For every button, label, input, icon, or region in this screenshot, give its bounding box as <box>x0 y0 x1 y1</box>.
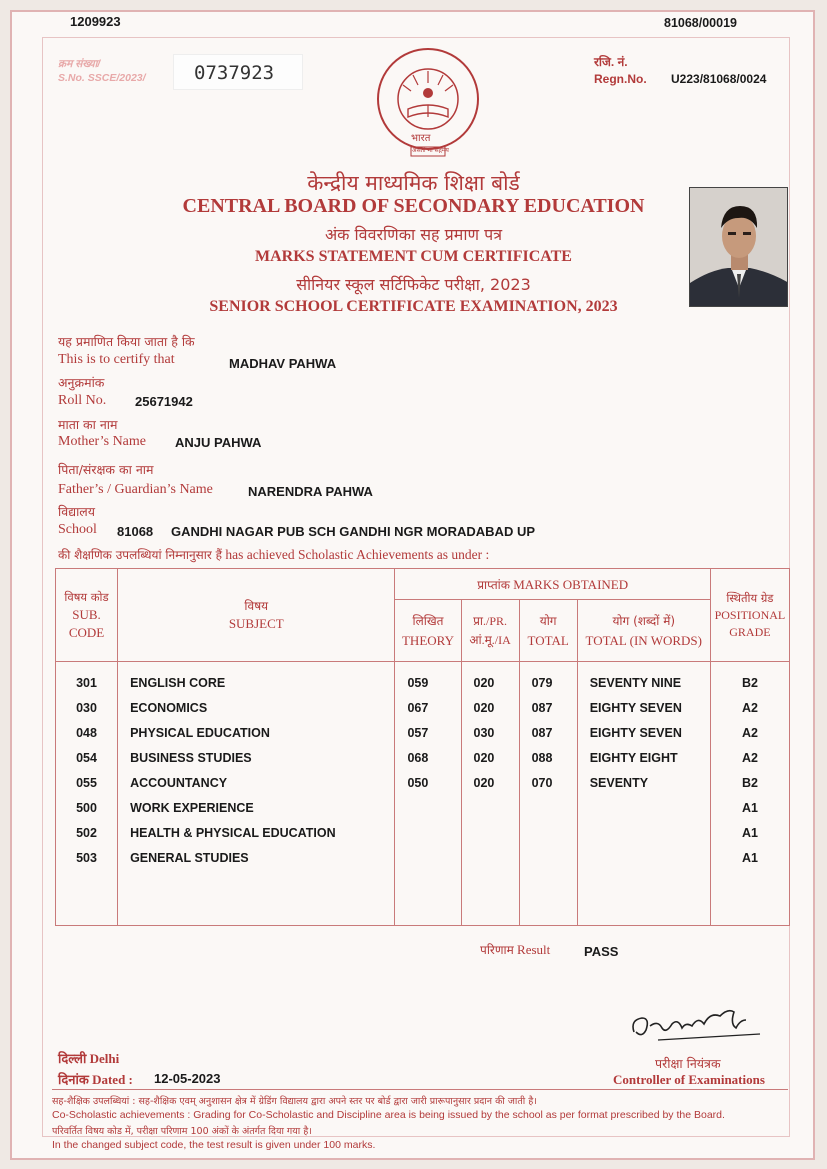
row-grade: A2 <box>710 695 789 720</box>
regn-label <box>594 54 647 88</box>
school-code: 81068 <box>117 524 154 539</box>
roll-number: 25671942 <box>135 394 193 409</box>
row-practical <box>461 845 519 870</box>
header-marks-hi: प्राप्तांक <box>477 577 510 592</box>
emblem-bharat: भारत <box>411 133 431 144</box>
row-practical: 020 <box>461 662 519 696</box>
father-label-en: Father’s / Guardian’s Name <box>58 482 213 497</box>
achieved-hi: की शैक्षणिक उपलब्धियां निम्नानुसार हैं <box>58 548 222 562</box>
row-total <box>519 795 577 820</box>
student-photo-image <box>690 188 788 307</box>
exam-title-hindi: सीनियर स्कूल सर्टिफिकेट परीक्षा, 2023 <box>296 275 531 294</box>
row-subject: ENGLISH CORE <box>118 662 395 696</box>
row-subject: BUSINESS STUDIES <box>118 745 395 770</box>
row-subject: ECONOMICS <box>118 695 395 720</box>
footer-divider <box>52 1089 788 1090</box>
row-grade: B2 <box>710 662 789 696</box>
cbse-emblem <box>373 47 483 157</box>
table-row <box>56 745 790 770</box>
row-theory <box>395 795 461 820</box>
regn-label-hi: रजि. नं. <box>594 55 628 69</box>
row-theory: 059 <box>395 662 461 696</box>
row-code: 301 <box>56 662 118 696</box>
row-grade: A1 <box>710 820 789 845</box>
header-theory-en: THEORY <box>401 632 454 648</box>
result-label-hi: परिणाम <box>480 943 514 957</box>
row-grade: A2 <box>710 720 789 745</box>
row-code: 055 <box>56 770 118 795</box>
row-theory <box>395 820 461 845</box>
row-practical: 030 <box>461 720 519 745</box>
row-total: 088 <box>519 745 577 770</box>
table-header-row-1 <box>56 569 790 600</box>
row-total <box>519 845 577 870</box>
header-grade-hi: स्थितीय ग्रेड <box>726 590 774 605</box>
row-theory: 057 <box>395 720 461 745</box>
school-label-en: School <box>58 522 97 537</box>
regn-number: U223/81068/0024 <box>671 72 767 86</box>
header-grade-en1: POSITIONAL <box>714 607 786 622</box>
row-code: 054 <box>56 745 118 770</box>
row-total: 087 <box>519 720 577 745</box>
header-total-hi: योग <box>539 613 557 628</box>
row-subject: ACCOUNTANCY <box>118 770 395 795</box>
header-sub-code <box>56 569 118 662</box>
certificate-title-hindi: अंक विवरणिका सह प्रमाण पत्र <box>324 225 503 244</box>
row-theory <box>395 845 461 870</box>
row-subject: WORK EXPERIENCE <box>118 795 395 820</box>
school-label-hi: विद्यालय <box>58 504 96 519</box>
header-total-words <box>577 600 710 662</box>
board-title-hindi: केन्द्रीय माध्यमिक शिक्षा बोर्ड <box>307 171 520 195</box>
row-total-words: EIGHTY SEVEN <box>577 695 710 720</box>
header-theory-hi: लिखित <box>412 613 444 628</box>
row-subject: HEALTH & PHYSICAL EDUCATION <box>118 820 395 845</box>
row-total: 070 <box>519 770 577 795</box>
footnote-line-3: परिवर्तित विषय कोड में, परीक्षा परिणाम 100 अंकों के अंतर्गत दिया गया है। <box>52 1126 312 1137</box>
certify-label-hi: यह प्रमाणित किया जाता है कि <box>58 334 195 349</box>
row-total-words <box>577 795 710 820</box>
header-words-en: TOTAL (IN WORDS) <box>585 632 702 648</box>
row-grade: A1 <box>710 845 789 870</box>
row-practical <box>461 795 519 820</box>
serial-label-hi: क्रम संख्या/ <box>58 58 101 70</box>
top-right-number: 81068/00019 <box>664 16 737 30</box>
certificate-title-english: MARKS STATEMENT CUM CERTIFICATE <box>255 248 572 265</box>
row-total-words <box>577 845 710 870</box>
controller-title-hi: परीक्षा नियंत्रक <box>655 1056 721 1071</box>
header-code-en2: CODE <box>68 625 105 640</box>
row-total-words: SEVENTY NINE <box>577 662 710 696</box>
marks-table <box>55 568 790 926</box>
row-code: 048 <box>56 720 118 745</box>
row-total: 079 <box>519 662 577 696</box>
serial-number: 0737923 <box>173 54 303 90</box>
emblem-motto: असतो मा सद्गमय <box>412 147 449 154</box>
board-title-english: CENTRAL BOARD OF SECONDARY EDUCATION <box>182 195 645 217</box>
row-total-words <box>577 820 710 845</box>
row-total-words: SEVENTY <box>577 770 710 795</box>
table-filler-row <box>56 870 790 926</box>
father-name: NARENDRA PAHWA <box>248 484 373 499</box>
row-total-words: EIGHTY EIGHT <box>577 745 710 770</box>
table-row <box>56 720 790 745</box>
father-label-hi: पिता/संरक्षक का नाम <box>58 462 154 477</box>
row-practical: 020 <box>461 745 519 770</box>
certify-label-en: This is to certify that <box>58 352 175 367</box>
header-practical <box>461 600 519 662</box>
roll-label-hi: अनुक्रमांक <box>58 375 105 390</box>
result-label <box>480 941 550 958</box>
mother-label-en: Mother’s Name <box>58 434 146 449</box>
marks-table-body <box>56 662 790 871</box>
mother-label-hi: माता का नाम <box>58 417 118 432</box>
row-total: 087 <box>519 695 577 720</box>
header-pr-hi: प्रा./PR. <box>473 613 508 628</box>
result-value: PASS <box>584 944 619 959</box>
header-code-hi: विषय कोड <box>64 590 109 604</box>
header-subject-hi: विषय <box>244 599 269 613</box>
header-marks-en: MARKS OBTAINED <box>513 576 629 592</box>
serial-label <box>58 57 146 85</box>
row-practical <box>461 820 519 845</box>
top-left-number: 1209923 <box>70 14 121 29</box>
row-grade: A1 <box>710 795 789 820</box>
table-row <box>56 662 790 696</box>
table-row <box>56 845 790 870</box>
regn-label-en: Regn.No. <box>594 72 647 86</box>
footnote-line-1: सह-शैक्षिक उपलब्धियां : सह-शैक्षिक एवम् अनुशासन क्षेत्र में ग्रेडिंग विद्यालय द्वारा अपने स्तर पर बोर्ड द्वारा जारी प्रारूपानुसार प्रदान की जाती है। <box>52 1096 537 1107</box>
row-code: 502 <box>56 820 118 845</box>
row-theory: 050 <box>395 770 461 795</box>
header-grade <box>710 569 789 662</box>
table-row <box>56 770 790 795</box>
table-row <box>56 795 790 820</box>
roll-label-en: Roll No. <box>58 393 107 408</box>
result-label-en: Result <box>517 942 551 957</box>
header-total-en: TOTAL <box>527 632 569 648</box>
header-subject <box>118 569 395 662</box>
header-subject-en: SUBJECT <box>228 616 284 631</box>
header-marks-obtained <box>395 569 710 600</box>
footnote-line-2: Co-Scholastic achievements : Grading for Co-Scholastic and Discipline area is being issued by the school as per format prescribed by the Board. <box>52 1109 725 1121</box>
date-value: 12-05-2023 <box>154 1071 221 1086</box>
mother-name: ANJU PAHWA <box>175 435 262 450</box>
student-name: MADHAV PAHWA <box>229 356 337 371</box>
header-code-en1: SUB. <box>72 607 101 622</box>
achievements-line <box>58 546 489 563</box>
row-grade: A2 <box>710 745 789 770</box>
serial-label-en: S.No. SSCE/2023/ <box>58 72 146 84</box>
header-theory <box>395 600 461 662</box>
header-pr-en: आं.मू./IA <box>469 632 511 647</box>
signature-icon <box>628 1002 768 1052</box>
row-theory: 068 <box>395 745 461 770</box>
header-total <box>519 600 577 662</box>
date-label: दिनांक Dated : <box>58 1072 133 1087</box>
row-subject: GENERAL STUDIES <box>118 845 395 870</box>
header-words-hi: योग (शब्दों में) <box>612 613 676 628</box>
school-name: GANDHI NAGAR PUB SCH GANDHI NGR MORADABAD UP <box>171 524 535 539</box>
row-grade: B2 <box>710 770 789 795</box>
table-row <box>56 695 790 720</box>
controller-title-en: Controller of Examinations <box>613 1072 765 1087</box>
exam-title-english: SENIOR SCHOOL CERTIFICATE EXAMINATION, 2023 <box>209 298 618 315</box>
student-photo <box>689 187 788 307</box>
footnote-line-4: In the changed subject code, the test result is given under 100 marks. <box>52 1139 376 1151</box>
row-code: 030 <box>56 695 118 720</box>
row-subject: PHYSICAL EDUCATION <box>118 720 395 745</box>
row-code: 503 <box>56 845 118 870</box>
achieved-en: has achieved Scholastic Achievements as under : <box>225 547 490 562</box>
header-grade-en2: GRADE <box>729 624 771 639</box>
row-total <box>519 820 577 845</box>
row-theory: 067 <box>395 695 461 720</box>
table-row <box>56 820 790 845</box>
place: दिल्ली Delhi <box>58 1051 120 1066</box>
row-code: 500 <box>56 795 118 820</box>
row-practical: 020 <box>461 770 519 795</box>
row-practical: 020 <box>461 695 519 720</box>
controller-signature <box>628 1002 768 1057</box>
row-total-words: EIGHTY SEVEN <box>577 720 710 745</box>
